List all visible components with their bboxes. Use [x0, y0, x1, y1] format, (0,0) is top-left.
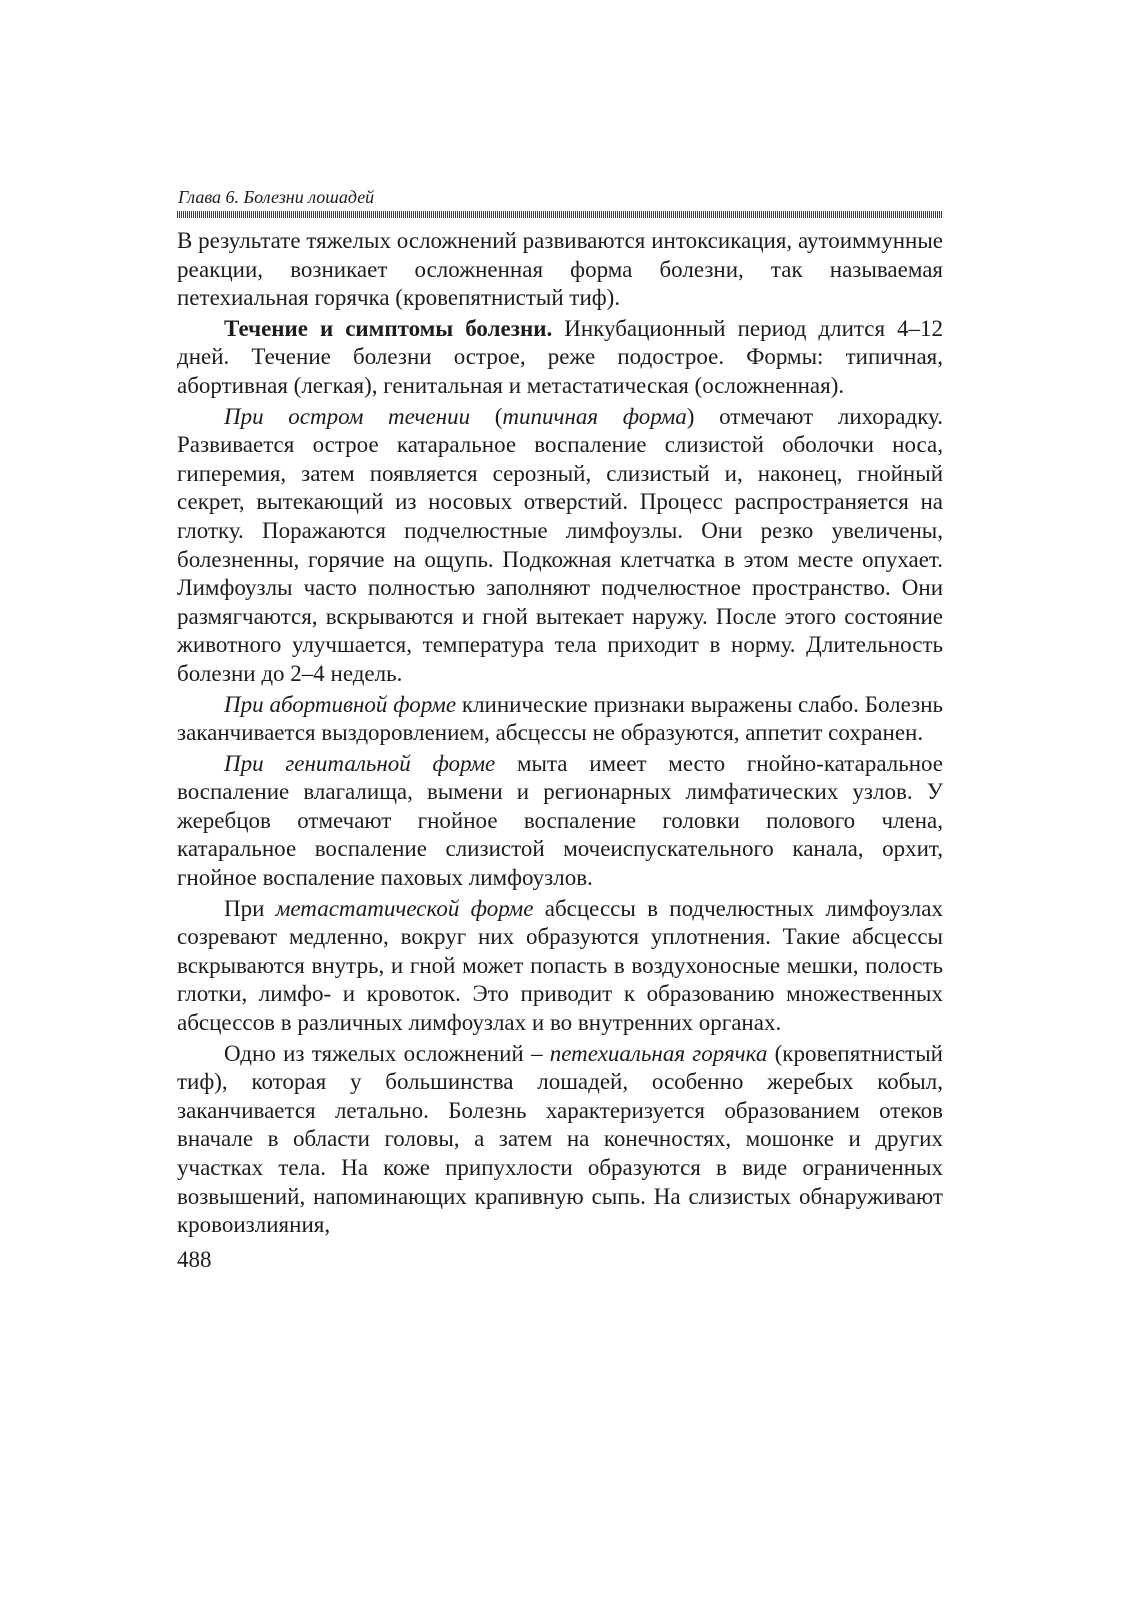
text-run: мыта имеет место гнойно-катаральное воспаление влагалища, вымени и регионарных лимфатических узлов. У жеребцов отмечают гнойное воспаление головки полового члена, катаральное воспаление слизистой мочеиспускательного канала, орхит, гнойное воспаление паховых лимфоузлов.	[177, 750, 943, 891]
header-rule	[177, 211, 943, 218]
text-run: типичная форма	[502, 403, 687, 429]
book-page	[177, 186, 943, 1274]
text-run: Течение и симптомы болезни.	[224, 315, 553, 341]
text-run: Инкубационный период длится 4–12 дней. Течение болезни острое, реже подострое. Формы: типичная, абортивная (легкая), генитальная и метастатическая (осложненная).	[177, 315, 944, 398]
text-run: Одно из тяжелых осложнений –	[224, 1040, 550, 1066]
text-run: (кровепятнистый тиф), которая у большинства лошадей, особенно жеребых кобыл, заканчивается летально. Болезнь характеризуется образованием отеков вначале в области головы, а затем на конечностях, мошонке и других участках тела. На коже припухлости образуются в виде ограниченных возвышений, напоминающих крапивную сыпь. На слизистых обнаруживают кровоизлияния,	[177, 1040, 943, 1238]
text-run: (	[470, 403, 503, 429]
text-run: метастатической форме	[275, 895, 534, 921]
paragraph-results	[177, 227, 943, 313]
paragraph-course-symptoms	[177, 315, 943, 401]
text-run: При	[224, 895, 276, 921]
text-run: В результате тяжелых осложнений развиваются интоксикация, аутоиммунные реакции, возникает осложненная форма болезни, так называемая петехиальная горячка (кровепятнистый тиф).	[177, 228, 943, 311]
text-run: При генитальной форме	[224, 750, 496, 776]
text-run: абсцессы в подчелюстных лимфоузлах созревают медленно, вокруг них образуются уплотнения. Такие абсцессы вскрываются внутрь, и гной может попасть в воздухоносные мешки, полость глотки, лимфо- и кровоток. Это приводит к образованию множественных абсцессов в различных лимфоузлах и во внутренних органах.	[177, 895, 943, 1036]
paragraph-genital-form	[177, 750, 943, 893]
paragraph-petechial-fever	[177, 1040, 943, 1240]
text-run: клинические признаки выражены слабо. Болезнь заканчивается выздоровлением, абсцессы не образуются, аппетит сохранен.	[177, 691, 943, 746]
body-text	[177, 227, 943, 1240]
running-head: Глава 6. Болезни лошадей	[178, 187, 375, 207]
text-run: петехиальная горячка	[549, 1040, 768, 1066]
text-run: ) отмечают лихорадку. Развивается острое катаральное воспаление слизистой оболочки носа, гиперемия, затем появляется серозный, слизистый и, наконец, гнойный секрет, вытекающий из носовых отверстий. Процесс распространяется на глотку. Поражаются подчелюстные лимфоузлы. Они резко увеличены, болезненны, горячие на ощупь. Подкожная клетчатка в этом месте опухает. Лимфоузлы часто полностью заполняют подчелюстное пространство. Они размягчаются, вскрываются и гной вытекает наружу. После этого состояние животного улучшается, температура тела приходит в норму. Длительность болезни до 2–4 недель.	[177, 403, 943, 686]
text-run: При остром течении	[224, 403, 471, 429]
page-number: 488	[177, 1246, 212, 1272]
paragraph-metastatic-form	[177, 895, 943, 1038]
paragraph-abortive-form	[177, 691, 943, 748]
paragraph-acute-course	[177, 403, 943, 689]
text-run: При абортивной форме	[224, 691, 457, 717]
